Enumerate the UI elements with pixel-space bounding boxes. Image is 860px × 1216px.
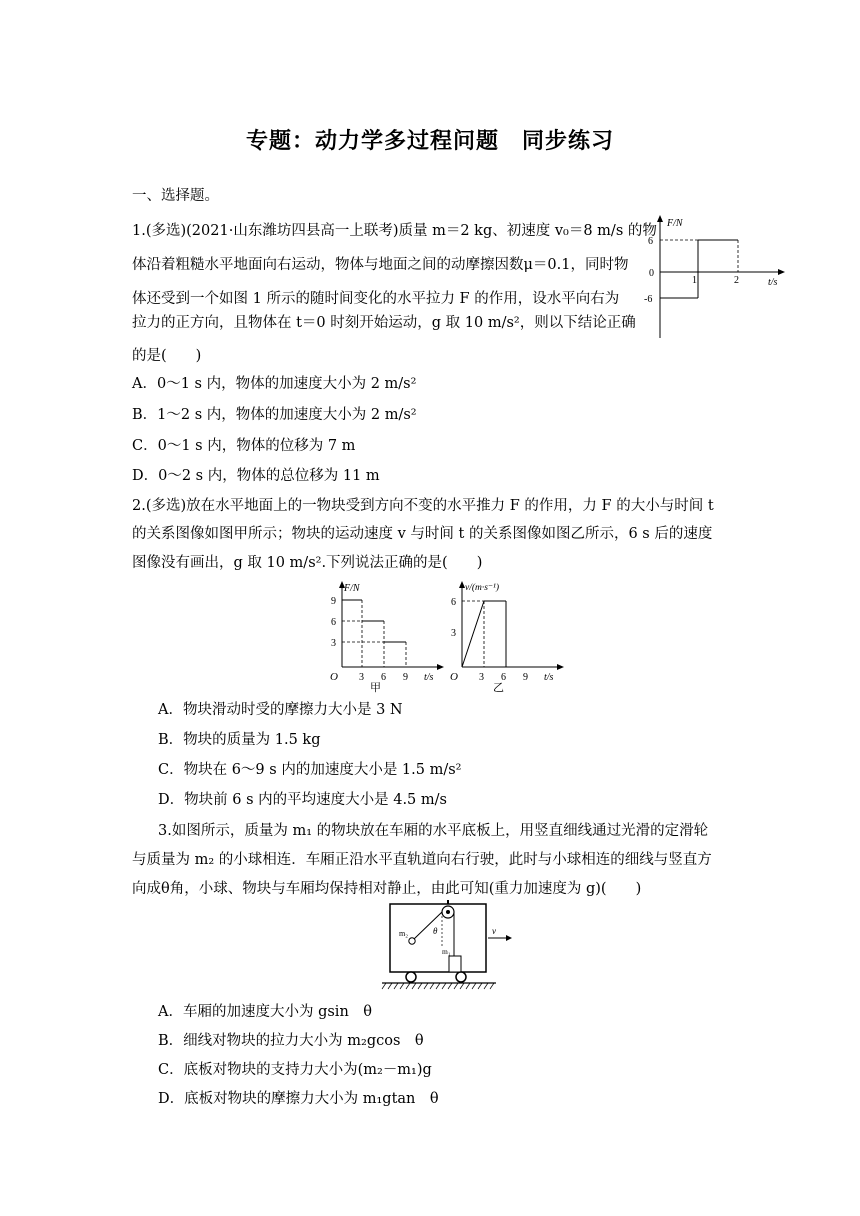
ground-hatching bbox=[382, 983, 494, 989]
y-tick-6: 6 bbox=[648, 236, 653, 247]
wheel-left bbox=[406, 972, 416, 982]
velocity-arrowhead bbox=[506, 935, 512, 941]
q1-force-time-graph bbox=[640, 210, 790, 345]
x-tick-1: 1 bbox=[692, 275, 697, 286]
x-tick-9: 9 bbox=[403, 672, 408, 683]
label-theta: θ bbox=[433, 926, 438, 936]
q2-option-d: D．物块前 6 s 内的平均速度大小是 4.5 m/s bbox=[158, 792, 447, 808]
origin-label: O bbox=[450, 671, 458, 683]
q2-graph-jia bbox=[322, 578, 452, 694]
q2-line-2: 的关系图像如图甲所示；物块的运动速度 v 与时间 t 的关系图像如图乙所示，6 s 后的速度 bbox=[132, 526, 713, 542]
q1-line-5: 的是( ) bbox=[132, 348, 202, 364]
q3-carriage-figure bbox=[378, 898, 528, 996]
origin-label: O bbox=[330, 671, 338, 683]
q1-line-2: 体沿着粗糙水平地面向右运动，物体与地面之间的动摩擦因数μ＝0.1，同时物 bbox=[132, 257, 629, 273]
section-heading: 一、选择题。 bbox=[132, 188, 219, 204]
q2-line-3: 图像没有画出，g 取 10 m/s².下列说法正确的是( ) bbox=[132, 555, 483, 571]
q3-option-a: A．车厢的加速度大小为 gsin θ bbox=[158, 1004, 373, 1020]
q1-option-c: C．0～1 s 内，物体的位移为 7 m bbox=[132, 438, 356, 454]
x-axis-label: t/s bbox=[424, 672, 434, 683]
y-tick-6: 6 bbox=[451, 597, 456, 608]
q2-option-a: A．物块滑动时受的摩擦力大小是 3 N bbox=[158, 702, 403, 718]
q1-line-4: 拉力的正方向，且物体在 t＝0 时刻开始运动，g 取 10 m/s²，则以下结论正确 bbox=[132, 315, 636, 331]
carriage-box bbox=[390, 904, 486, 972]
q2-graph-yi bbox=[442, 578, 572, 694]
label-v: v bbox=[492, 926, 496, 936]
x-axis-arrow bbox=[778, 269, 785, 275]
pulley-axle bbox=[446, 910, 450, 914]
y-tick-3: 3 bbox=[331, 638, 336, 649]
q1-line-1: 1.(多选)(2021·山东潍坊四县高一上联考)质量 m＝2 kg、初速度 v₀＝8 m/s 的物 bbox=[132, 223, 657, 239]
q2-option-b: B．物块的质量为 1.5 kg bbox=[158, 732, 321, 748]
graph-caption: 甲 bbox=[370, 682, 381, 694]
q1-option-b: B．1～2 s 内，物体的加速度大小为 2 m/s² bbox=[132, 407, 417, 423]
y-tick-9: 9 bbox=[331, 596, 336, 607]
origin-label: 0 bbox=[649, 268, 654, 279]
wheel-right bbox=[456, 972, 466, 982]
label-m1: m₁ bbox=[442, 947, 451, 956]
q3-line-2: 与质量为 m₂ 的小球相连．车厢正沿水平直轨道向右行驶，此时与小球相连的细线与竖直方 bbox=[132, 852, 712, 868]
y-tick-3: 3 bbox=[451, 628, 456, 639]
q3-line-1: 3.如图所示，质量为 m₁ 的物块放在车厢的水平底板上，用竖直细线通过光滑的定滑轮 bbox=[158, 823, 709, 839]
y-axis-label: F/N bbox=[344, 583, 360, 594]
x-tick-2: 2 bbox=[734, 275, 739, 286]
x-axis-label: t/s bbox=[544, 672, 554, 683]
string-to-ball bbox=[414, 912, 442, 939]
y-tick-6: 6 bbox=[331, 617, 336, 628]
q2-line-1: 2.(多选)放在水平地面上的一物块受到方向不变的水平推力 F 的作用，力 F 的大小与时间 t bbox=[132, 498, 714, 514]
q3-option-b: B．细线对物块的拉力大小为 m₂gcos θ bbox=[158, 1033, 424, 1049]
x-tick-6: 6 bbox=[501, 672, 506, 683]
label-m2: m₂ bbox=[399, 929, 409, 938]
q2-option-c: C．物块在 6～9 s 内的加速度大小是 1.5 m/s² bbox=[158, 762, 462, 778]
y-axis-label: v/(m·s⁻¹) bbox=[465, 583, 499, 593]
x-tick-3: 3 bbox=[479, 672, 484, 683]
q3-line-3: 向成θ角，小球、物块与车厢均保持相对静止，由此可知(重力加速度为 g)( ) bbox=[132, 881, 642, 897]
x-axis-arrow bbox=[557, 664, 564, 670]
ball-m2 bbox=[409, 938, 415, 944]
q3-option-c: C．底板对物块的支持力大小为(m₂－m₁)g bbox=[158, 1062, 432, 1078]
q1-line-3: 体还受到一个如图 1 所示的随时间变化的水平拉力 F 的作用，设水平向右为 bbox=[132, 291, 620, 307]
x-tick-3: 3 bbox=[359, 672, 364, 683]
page-title: 专题：动力学多过程问题 同步练习 bbox=[245, 129, 614, 154]
q3-option-d: D．底板对物块的摩擦力大小为 m₁gtan θ bbox=[158, 1091, 439, 1107]
block-m1 bbox=[449, 956, 461, 972]
x-axis-label: t/s bbox=[768, 277, 778, 288]
q1-option-d: D．0～2 s 内，物体的总位移为 11 m bbox=[132, 468, 380, 484]
q1-option-a: A．0～1 s 内，物体的加速度大小为 2 m/s² bbox=[132, 376, 417, 392]
x-tick-9: 9 bbox=[523, 672, 528, 683]
graph-caption: 乙 bbox=[493, 682, 504, 694]
y-axis-label: F/N bbox=[667, 218, 683, 229]
segment-accel bbox=[462, 601, 484, 667]
x-tick-6: 6 bbox=[381, 672, 386, 683]
y-axis-arrow bbox=[657, 215, 663, 222]
y-tick-neg6: -6 bbox=[644, 294, 653, 305]
